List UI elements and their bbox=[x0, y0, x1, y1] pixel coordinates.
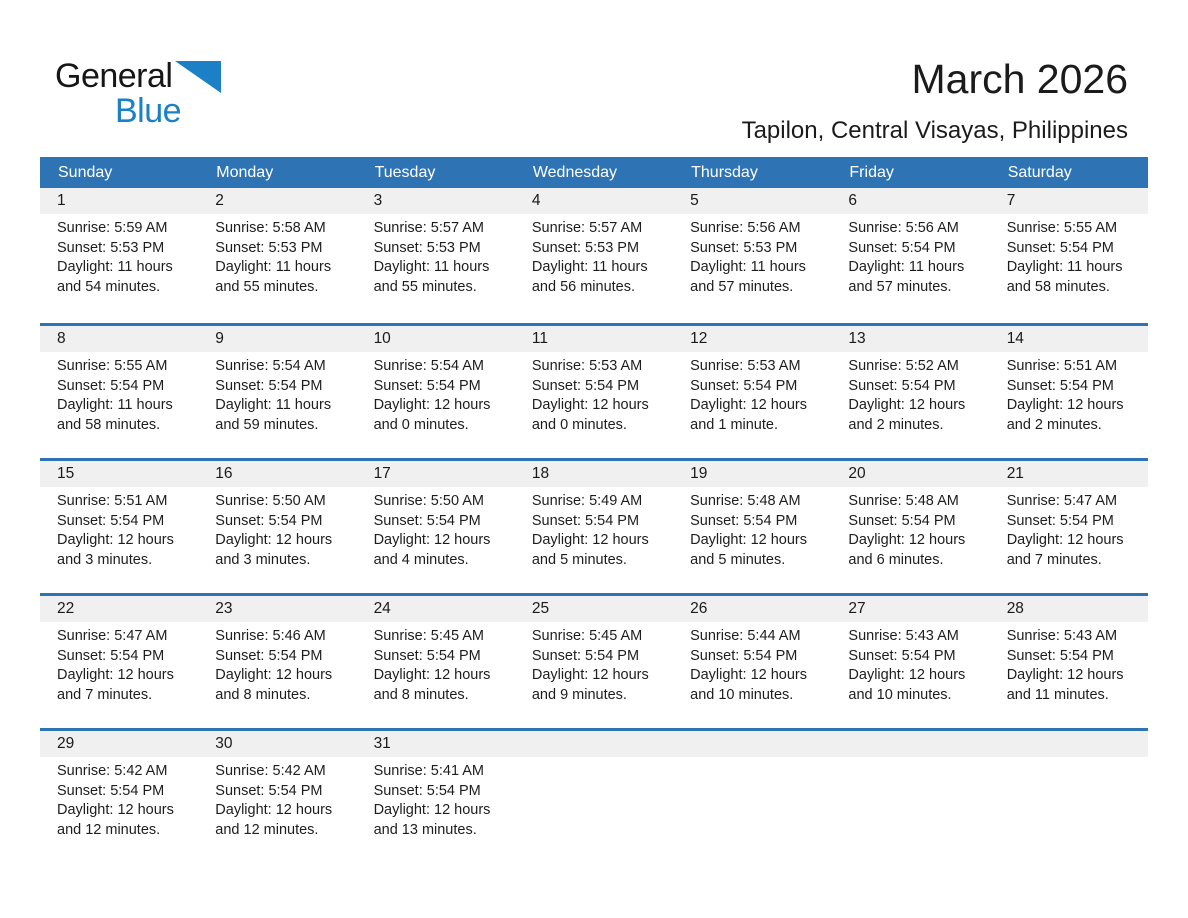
day-cell-30 bbox=[198, 731, 356, 863]
day-number: 11 bbox=[515, 326, 673, 352]
day-info-line: and 5 minutes. bbox=[690, 551, 786, 568]
day-number: 5 bbox=[673, 188, 831, 214]
day-info-line: Daylight: 11 hours bbox=[848, 259, 965, 276]
day-cell-24 bbox=[357, 596, 515, 728]
day-number: 26 bbox=[673, 596, 831, 622]
day-info-line: and 57 minutes. bbox=[690, 278, 794, 295]
day-info-line: and 54 minutes. bbox=[57, 278, 161, 295]
day-number bbox=[515, 731, 673, 757]
day-info bbox=[198, 622, 356, 705]
day-info-line: Sunrise: 5:59 AM bbox=[57, 220, 168, 236]
day-info-line: Sunset: 5:53 PM bbox=[57, 239, 165, 256]
day-cell-25 bbox=[515, 596, 673, 728]
day-number: 25 bbox=[515, 596, 673, 622]
day-cell-12 bbox=[673, 326, 831, 458]
day-number: 20 bbox=[831, 461, 989, 487]
day-info-line: Daylight: 12 hours bbox=[1006, 667, 1124, 684]
day-cell-22 bbox=[40, 596, 198, 728]
day-info-line: Sunrise: 5:54 AM bbox=[215, 358, 326, 374]
day-cell-5 bbox=[673, 188, 831, 323]
day-info bbox=[40, 622, 198, 705]
day-info-line: and 5 minutes. bbox=[531, 551, 627, 568]
day-cell-7 bbox=[990, 188, 1148, 323]
day-number: 18 bbox=[515, 461, 673, 487]
day-info-line: Sunset: 5:54 PM bbox=[1006, 239, 1114, 256]
day-info-line: Sunrise: 5:48 AM bbox=[848, 493, 959, 509]
day-info-line: Sunset: 5:53 PM bbox=[690, 239, 798, 256]
day-number: 15 bbox=[40, 461, 198, 487]
week-row-5 bbox=[40, 728, 1148, 863]
day-cell-19 bbox=[673, 461, 831, 593]
day-info-line: Sunset: 5:54 PM bbox=[531, 512, 640, 529]
title-block bbox=[742, 56, 1128, 146]
day-info-line: Daylight: 12 hours bbox=[1006, 532, 1124, 549]
day-info-line: and 55 minutes. bbox=[373, 278, 477, 295]
day-info bbox=[673, 214, 831, 297]
day-info-line: Daylight: 12 hours bbox=[531, 667, 649, 684]
day-info-line: Sunrise: 5:41 AM bbox=[373, 763, 484, 779]
day-info-line: Sunset: 5:53 PM bbox=[531, 239, 640, 256]
empty-day-cell bbox=[831, 731, 989, 863]
day-info-line: Daylight: 12 hours bbox=[690, 667, 807, 684]
day-number: 6 bbox=[831, 188, 989, 214]
day-info-line: and 6 minutes. bbox=[848, 551, 944, 568]
day-info-line: Sunrise: 5:46 AM bbox=[215, 628, 326, 644]
day-number: 9 bbox=[198, 326, 356, 352]
day-number: 31 bbox=[357, 731, 515, 757]
weekday-header-thursday: Thursday bbox=[691, 164, 758, 181]
day-cell-13 bbox=[831, 326, 989, 458]
weekday-header-monday: Monday bbox=[216, 164, 274, 181]
day-number: 30 bbox=[198, 731, 356, 757]
day-cell-15 bbox=[40, 461, 198, 593]
logo-triangle-icon bbox=[175, 61, 221, 98]
day-info bbox=[198, 487, 356, 570]
day-info-line: Sunrise: 5:53 AM bbox=[690, 358, 801, 374]
day-info-line: Daylight: 11 hours bbox=[373, 259, 490, 276]
general-blue-logo bbox=[55, 57, 221, 130]
page-header bbox=[0, 0, 1188, 157]
day-info-line: Sunrise: 5:57 AM bbox=[373, 220, 484, 236]
day-info-line: and 11 minutes. bbox=[1006, 686, 1109, 703]
calendar-table bbox=[40, 157, 1148, 863]
weekday-header-saturday: Saturday bbox=[1007, 164, 1072, 181]
week-row-4 bbox=[40, 593, 1148, 728]
day-cell-21 bbox=[990, 461, 1148, 593]
day-info-line: Sunrise: 5:56 AM bbox=[690, 220, 801, 236]
empty-day-cell bbox=[515, 731, 673, 863]
calendar-location-subtitle: Tapilon, Central Visayas, Philippines bbox=[741, 117, 1128, 145]
day-info-line: and 10 minutes. bbox=[848, 686, 952, 703]
day-info bbox=[515, 622, 673, 705]
day-info-line: Daylight: 11 hours bbox=[690, 259, 806, 276]
day-info bbox=[673, 622, 831, 705]
day-cell-6 bbox=[831, 188, 989, 323]
day-info bbox=[357, 622, 515, 705]
day-info-line: and 2 minutes. bbox=[1006, 416, 1102, 433]
day-info bbox=[990, 352, 1148, 435]
day-cell-11 bbox=[515, 326, 673, 458]
day-info-line: Sunrise: 5:56 AM bbox=[848, 220, 959, 236]
day-info bbox=[198, 352, 356, 435]
day-info-line: Sunrise: 5:48 AM bbox=[690, 493, 801, 509]
day-info-line: Sunset: 5:54 PM bbox=[690, 512, 798, 529]
day-info-line: Sunrise: 5:55 AM bbox=[1006, 220, 1118, 236]
day-info-line: Sunrise: 5:45 AM bbox=[531, 628, 643, 644]
day-info-line: and 56 minutes. bbox=[531, 278, 636, 295]
day-info-line: Sunset: 5:54 PM bbox=[57, 377, 165, 394]
day-number bbox=[831, 731, 989, 757]
day-info-line: and 4 minutes. bbox=[373, 551, 469, 568]
day-info-line: and 0 minutes. bbox=[373, 416, 469, 433]
day-info-line: Sunset: 5:54 PM bbox=[215, 782, 323, 799]
day-info-line: Daylight: 11 hours bbox=[215, 259, 332, 276]
day-cell-17 bbox=[357, 461, 515, 593]
day-info bbox=[990, 487, 1148, 570]
day-info-line: Sunrise: 5:50 AM bbox=[215, 493, 326, 509]
day-info-line: Sunrise: 5:43 AM bbox=[1006, 628, 1118, 644]
calendar-month-title: March 2026 bbox=[911, 56, 1128, 102]
day-info-line: Daylight: 12 hours bbox=[57, 667, 174, 684]
empty-day-cell bbox=[990, 731, 1148, 863]
day-info-line: Daylight: 12 hours bbox=[848, 397, 966, 414]
day-info-line: Sunset: 5:53 PM bbox=[215, 239, 323, 256]
day-info-line: and 7 minutes. bbox=[1006, 551, 1102, 568]
day-info-line: Sunset: 5:54 PM bbox=[215, 512, 323, 529]
day-info-line: Sunset: 5:54 PM bbox=[690, 647, 798, 664]
day-cell-2 bbox=[198, 188, 356, 323]
day-info-line: Daylight: 12 hours bbox=[215, 532, 333, 549]
day-info bbox=[990, 622, 1148, 705]
day-number: 27 bbox=[831, 596, 989, 622]
day-info-line: Daylight: 12 hours bbox=[690, 532, 807, 549]
day-info-line: Sunrise: 5:47 AM bbox=[57, 628, 168, 644]
day-info-line: and 1 minute. bbox=[690, 416, 778, 433]
day-info-line: Sunset: 5:54 PM bbox=[373, 377, 481, 394]
day-info-line: and 8 minutes. bbox=[215, 686, 311, 703]
day-info-line: and 13 minutes. bbox=[373, 821, 477, 838]
day-info-line: Daylight: 12 hours bbox=[531, 532, 649, 549]
day-number: 28 bbox=[990, 596, 1148, 622]
day-info bbox=[40, 352, 198, 435]
day-info bbox=[990, 214, 1148, 297]
weekday-header-wednesday: Wednesday bbox=[532, 164, 618, 181]
day-number: 1 bbox=[40, 188, 198, 214]
day-info-line: and 58 minutes. bbox=[57, 416, 161, 433]
day-info bbox=[515, 214, 673, 297]
day-info-line: Sunrise: 5:57 AM bbox=[531, 220, 643, 236]
day-info-line: Sunset: 5:54 PM bbox=[848, 512, 956, 529]
day-info bbox=[831, 352, 989, 435]
day-info bbox=[357, 487, 515, 570]
day-info-line: Daylight: 12 hours bbox=[373, 802, 491, 819]
day-info-line: Daylight: 12 hours bbox=[373, 667, 491, 684]
day-info-line: Daylight: 11 hours bbox=[57, 259, 173, 276]
day-number: 10 bbox=[357, 326, 515, 352]
week-row-3 bbox=[40, 458, 1148, 593]
day-info-line: Sunrise: 5:49 AM bbox=[531, 493, 643, 509]
day-info-line: Daylight: 12 hours bbox=[57, 802, 174, 819]
day-info-line: and 12 minutes. bbox=[215, 821, 319, 838]
day-info-line: and 12 minutes. bbox=[57, 821, 161, 838]
day-info-line: Sunset: 5:54 PM bbox=[57, 512, 165, 529]
day-info-line: Daylight: 12 hours bbox=[373, 532, 491, 549]
day-info-line: Sunrise: 5:58 AM bbox=[215, 220, 326, 236]
day-info-line: and 59 minutes. bbox=[215, 416, 319, 433]
day-info-line: Daylight: 12 hours bbox=[848, 667, 966, 684]
day-info-line: Daylight: 11 hours bbox=[57, 397, 173, 414]
day-cell-18 bbox=[515, 461, 673, 593]
day-info-line: Sunset: 5:54 PM bbox=[848, 647, 956, 664]
day-info bbox=[831, 622, 989, 705]
day-cell-31 bbox=[357, 731, 515, 863]
week-row-2 bbox=[40, 323, 1148, 458]
day-info-line: Sunrise: 5:54 AM bbox=[373, 358, 484, 374]
day-info-line: Sunrise: 5:47 AM bbox=[1006, 493, 1118, 509]
day-info bbox=[831, 214, 989, 297]
day-info-line: Daylight: 12 hours bbox=[1006, 397, 1124, 414]
day-info-line: Sunset: 5:54 PM bbox=[1006, 512, 1114, 529]
day-info-line: Daylight: 12 hours bbox=[57, 532, 174, 549]
day-info-line: Sunset: 5:54 PM bbox=[57, 782, 165, 799]
day-info-line: Sunset: 5:53 PM bbox=[373, 239, 481, 256]
day-cell-14 bbox=[990, 326, 1148, 458]
day-info-line: Sunset: 5:54 PM bbox=[373, 512, 481, 529]
day-info bbox=[515, 352, 673, 435]
day-number: 12 bbox=[673, 326, 831, 352]
day-cell-9 bbox=[198, 326, 356, 458]
weeks-container bbox=[40, 188, 1148, 863]
day-info-line: Sunset: 5:54 PM bbox=[531, 647, 640, 664]
day-info-line: Sunset: 5:54 PM bbox=[690, 377, 798, 394]
day-info-line: Daylight: 12 hours bbox=[531, 397, 649, 414]
weekday-header-sunday: Sunday bbox=[58, 164, 113, 181]
weekday-header-tuesday: Tuesday bbox=[374, 164, 436, 181]
day-cell-1 bbox=[40, 188, 198, 323]
day-info-line: and 58 minutes. bbox=[1006, 278, 1110, 295]
day-info-line: Sunrise: 5:51 AM bbox=[57, 493, 168, 509]
day-info-line: and 3 minutes. bbox=[57, 551, 153, 568]
day-cell-26 bbox=[673, 596, 831, 728]
week-row-1 bbox=[40, 188, 1148, 323]
day-number: 14 bbox=[990, 326, 1148, 352]
logo-text-general: General bbox=[55, 57, 173, 95]
day-info-line: Sunrise: 5:44 AM bbox=[690, 628, 801, 644]
day-info-line: Sunset: 5:54 PM bbox=[531, 377, 640, 394]
day-info bbox=[357, 214, 515, 297]
day-cell-20 bbox=[831, 461, 989, 593]
day-info-line: and 3 minutes. bbox=[215, 551, 311, 568]
day-info-line: Sunset: 5:54 PM bbox=[373, 647, 481, 664]
day-info-line: Sunset: 5:54 PM bbox=[1006, 647, 1114, 664]
day-info bbox=[40, 487, 198, 570]
day-cell-16 bbox=[198, 461, 356, 593]
day-number: 21 bbox=[990, 461, 1148, 487]
day-info-line: Sunset: 5:54 PM bbox=[373, 782, 481, 799]
weekday-header-row bbox=[40, 157, 1148, 188]
day-info-line: Daylight: 11 hours bbox=[531, 259, 648, 276]
day-number: 23 bbox=[198, 596, 356, 622]
day-info-line: Sunset: 5:54 PM bbox=[57, 647, 165, 664]
day-cell-29 bbox=[40, 731, 198, 863]
day-info-line: Sunrise: 5:45 AM bbox=[373, 628, 484, 644]
day-cell-23 bbox=[198, 596, 356, 728]
day-info bbox=[673, 487, 831, 570]
day-number bbox=[673, 731, 831, 757]
day-info-line: Sunrise: 5:42 AM bbox=[215, 763, 326, 779]
day-info-line: and 8 minutes. bbox=[373, 686, 469, 703]
day-info-line: Sunrise: 5:42 AM bbox=[57, 763, 168, 779]
day-info-line: and 55 minutes. bbox=[215, 278, 319, 295]
day-number: 4 bbox=[515, 188, 673, 214]
day-cell-8 bbox=[40, 326, 198, 458]
day-number: 24 bbox=[357, 596, 515, 622]
day-info-line: and 0 minutes. bbox=[531, 416, 627, 433]
day-info bbox=[357, 757, 515, 840]
day-info-line: Daylight: 12 hours bbox=[215, 667, 333, 684]
day-cell-28 bbox=[990, 596, 1148, 728]
day-cell-27 bbox=[831, 596, 989, 728]
day-info-line: Daylight: 11 hours bbox=[215, 397, 332, 414]
day-info-line: Sunset: 5:54 PM bbox=[848, 377, 956, 394]
day-info-line: Daylight: 12 hours bbox=[848, 532, 966, 549]
day-number: 2 bbox=[198, 188, 356, 214]
day-info bbox=[357, 352, 515, 435]
day-number: 22 bbox=[40, 596, 198, 622]
day-number: 19 bbox=[673, 461, 831, 487]
day-info-line: Sunset: 5:54 PM bbox=[848, 239, 956, 256]
day-cell-10 bbox=[357, 326, 515, 458]
weekday-header-friday: Friday bbox=[849, 164, 894, 181]
empty-day-cell bbox=[673, 731, 831, 863]
day-info bbox=[831, 487, 989, 570]
day-info-line: Sunrise: 5:51 AM bbox=[1006, 358, 1118, 374]
day-info-line: Sunset: 5:54 PM bbox=[215, 377, 323, 394]
day-info bbox=[198, 757, 356, 840]
day-info bbox=[40, 757, 198, 840]
day-info bbox=[515, 487, 673, 570]
logo-text-blue: Blue bbox=[115, 92, 182, 130]
day-number: 29 bbox=[40, 731, 198, 757]
day-info-line: Daylight: 12 hours bbox=[373, 397, 491, 414]
day-info-line: Sunrise: 5:43 AM bbox=[848, 628, 959, 644]
day-number: 7 bbox=[990, 188, 1148, 214]
day-number: 17 bbox=[357, 461, 515, 487]
day-cell-4 bbox=[515, 188, 673, 323]
day-info-line: Sunrise: 5:50 AM bbox=[373, 493, 484, 509]
day-info-line: and 57 minutes. bbox=[848, 278, 952, 295]
day-info-line: Daylight: 12 hours bbox=[215, 802, 333, 819]
day-info-line: Daylight: 11 hours bbox=[1006, 259, 1123, 276]
day-cell-3 bbox=[357, 188, 515, 323]
day-number bbox=[990, 731, 1148, 757]
day-number: 13 bbox=[831, 326, 989, 352]
day-info-line: Daylight: 12 hours bbox=[690, 397, 807, 414]
day-number: 16 bbox=[198, 461, 356, 487]
day-info-line: Sunset: 5:54 PM bbox=[215, 647, 323, 664]
day-info bbox=[673, 352, 831, 435]
day-info-line: Sunrise: 5:52 AM bbox=[848, 358, 959, 374]
day-info bbox=[40, 214, 198, 297]
day-info-line: Sunrise: 5:53 AM bbox=[531, 358, 643, 374]
day-info-line: and 9 minutes. bbox=[531, 686, 627, 703]
day-info-line: and 10 minutes. bbox=[690, 686, 794, 703]
day-info-line: Sunrise: 5:55 AM bbox=[57, 358, 168, 374]
day-number: 3 bbox=[357, 188, 515, 214]
day-number: 8 bbox=[40, 326, 198, 352]
day-info-line: and 7 minutes. bbox=[57, 686, 153, 703]
day-info-line: and 2 minutes. bbox=[848, 416, 944, 433]
day-info bbox=[198, 214, 356, 297]
day-info-line: Sunset: 5:54 PM bbox=[1006, 377, 1114, 394]
